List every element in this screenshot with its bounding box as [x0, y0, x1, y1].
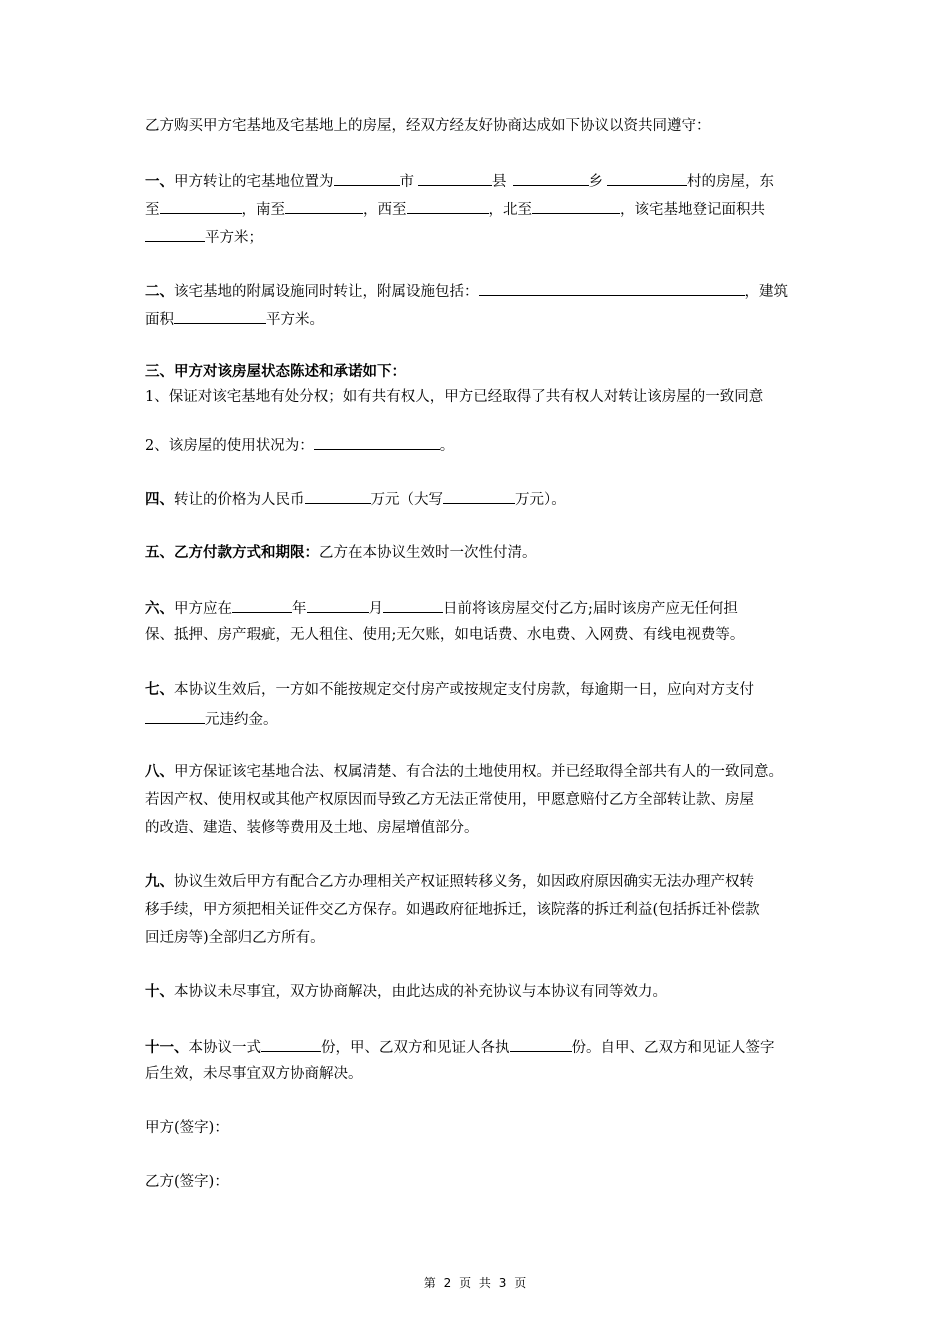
- month-blank[interactable]: [307, 597, 369, 613]
- section-9-line-3: [145, 928, 325, 948]
- usage-end: 。: [439, 438, 455, 454]
- party-b-signature: [145, 1172, 229, 1192]
- footer-page-prefix: 第: [423, 1276, 436, 1290]
- section-6-line-1: [145, 597, 738, 619]
- page-footer: [0, 1274, 950, 1291]
- penalty-blank[interactable]: [145, 708, 205, 724]
- intro-paragraph: [145, 116, 711, 136]
- section-10: [145, 982, 667, 1002]
- section-9-text-1: 协议生效后甲方有配合乙方办理相关产权证照转移义务，如因政府原因确实无法办理产权转: [174, 874, 754, 890]
- north-blank[interactable]: [532, 198, 620, 214]
- section-2-heading: 二、: [145, 283, 174, 300]
- year-blank[interactable]: [232, 597, 292, 613]
- section-7-line-1: [145, 680, 754, 700]
- deliver-label: 甲方应在: [174, 601, 232, 617]
- section-6-line-2: [145, 625, 744, 645]
- price-capital-blank[interactable]: [443, 488, 515, 504]
- section-7-line-2: [145, 708, 278, 730]
- section-7-text: 本协议生效后，一方如不能按规定交付房产或按规定支付房款，每逾期一日，应向对方支付: [174, 682, 754, 698]
- section-1-line-1: [145, 170, 774, 192]
- county-blank[interactable]: [418, 170, 492, 186]
- section-5-text: 乙方在本协议生效时一次性付清。: [319, 545, 537, 561]
- building-area-unit: 平方米。: [266, 312, 324, 328]
- copies-blank[interactable]: [261, 1036, 321, 1052]
- section-11-text: 份。自甲、乙双方和见证人签字: [571, 1040, 775, 1056]
- east-blank[interactable]: [160, 198, 242, 214]
- party-a-signature: [145, 1118, 229, 1138]
- section-10-text: 本协议未尽事宜，双方协商解决，由此达成的补充协议与本协议有同等效力。: [174, 984, 667, 1000]
- section-10-heading: 十、: [145, 983, 174, 1000]
- south-label: ，南至: [241, 202, 285, 218]
- intro-text: 乙方购买甲方宅基地及宅基地上的房屋，经双方经友好协商达成如下协议以资共同遵守：: [145, 118, 711, 134]
- section-8-line-2: [145, 790, 754, 810]
- price-capital-label: 万元（大写: [370, 492, 443, 508]
- south-blank[interactable]: [285, 198, 363, 214]
- each-holds-blank[interactable]: [510, 1036, 572, 1052]
- price-label: 转让的价格为人民币: [174, 492, 305, 508]
- section-8-text-1: 甲方保证该宅基地合法、权属清楚、有合法的土地使用权。并已经取得全部共有人的一致同意。: [174, 764, 783, 780]
- section-8-line-1: [145, 762, 783, 782]
- section-9-text-2: 移手续，甲方须把相关证件交乙方保存。如遇政府征地拆迁，该院落的拆迁利益(包括拆迁补偿款: [145, 902, 760, 918]
- building-area-label: 面积: [145, 312, 174, 328]
- section-1-text: 甲方转让的宅基地位置为: [174, 174, 334, 190]
- township-label: 乡: [588, 174, 603, 190]
- deliver-text: 日前将该房屋交付乙方;届时该房产应无任何担: [443, 601, 738, 617]
- section-3-item-1: [145, 387, 763, 407]
- section-11-line-1: [145, 1036, 775, 1058]
- footer-page-number: 2: [443, 1276, 452, 1290]
- city-label: 市: [399, 174, 414, 190]
- section-11-line-2: [145, 1064, 363, 1084]
- year-label: 年: [292, 601, 307, 617]
- township-blank[interactable]: [513, 170, 589, 186]
- month-label: 月: [368, 601, 383, 617]
- usage-label: 2、该房屋的使用状况为：: [145, 438, 314, 454]
- section-5: [145, 543, 537, 563]
- section-5-heading: 五、乙方付款方式和期限：: [145, 544, 319, 561]
- footer-total-prefix: 共: [478, 1276, 491, 1290]
- section-3-item-1-text: 1、保证对该宅基地有处分权；如有共有权人，甲方已经取得了共有权人对转让该房屋的一致同意: [145, 389, 764, 405]
- section-1-line-2: [145, 198, 765, 220]
- footer-total-pages: 3: [498, 1276, 507, 1290]
- section-6-text-2: 保、抵押、房产瑕疵，无人租住、使用;无欠账，如电话费、水电费、入网费、有线电视费等。: [145, 627, 745, 643]
- day-blank[interactable]: [383, 597, 443, 613]
- village-blank[interactable]: [607, 170, 687, 186]
- north-label: ，北至: [488, 202, 532, 218]
- section-9-line-2: [145, 900, 760, 920]
- usage-blank[interactable]: [314, 434, 440, 450]
- price-end: 万元）。: [515, 492, 566, 508]
- section-4: [145, 488, 566, 510]
- west-label: ，西至: [363, 202, 407, 218]
- county-label: 县: [492, 174, 507, 190]
- east-label: 至: [145, 202, 160, 218]
- section-1-line-3: [145, 226, 263, 248]
- each-holds-label: 份，甲、乙双方和见证人各执: [321, 1040, 510, 1056]
- city-blank[interactable]: [334, 170, 400, 186]
- copies-label: 本协议一式: [188, 1040, 261, 1056]
- section-3-heading-text: 三、甲方对该房屋状态陈述和承诺如下：: [145, 363, 406, 380]
- west-blank[interactable]: [407, 198, 489, 214]
- section-11-text-2: 后生效，未尽事宜双方协商解决。: [145, 1066, 363, 1082]
- section-3-heading: [145, 362, 406, 382]
- party-a-signature-label: 甲方(签字)：: [145, 1120, 229, 1136]
- village-label: 村的房屋，东: [687, 174, 774, 190]
- section-8-text-3: 的改造、建造、装修等费用及土地、房屋增值部分。: [145, 820, 479, 836]
- section-8-heading: 八、: [145, 763, 174, 780]
- section-2-line-1: [145, 280, 788, 302]
- section-9-line-1: [145, 872, 754, 892]
- footer-total-suffix: 页: [514, 1276, 527, 1290]
- price-blank[interactable]: [305, 488, 371, 504]
- section-8-line-3: [145, 818, 479, 838]
- section-2-line-2: [145, 308, 324, 330]
- section-1-heading: 一、: [145, 173, 174, 190]
- penalty-label: 元违约金。: [205, 712, 278, 728]
- area-label: ，该宅基地登记面积共: [620, 202, 765, 218]
- building-area-blank[interactable]: [174, 308, 266, 324]
- section-6-heading: 六、: [145, 600, 174, 617]
- section-11-heading: 十一、: [145, 1039, 189, 1056]
- area-blank[interactable]: [145, 226, 205, 242]
- section-7-heading: 七、: [145, 681, 174, 698]
- facilities-blank[interactable]: [479, 280, 745, 296]
- section-2-text: 该宅基地的附属设施同时转让，附属设施包括：: [174, 284, 479, 300]
- section-9-text-3: 回迁房等)全部归乙方所有。: [145, 930, 325, 946]
- section-9-heading: 九、: [145, 873, 174, 890]
- footer-page-suffix: 页: [459, 1276, 472, 1290]
- section-3-item-2: [145, 434, 454, 456]
- building-label: ，建筑: [744, 284, 788, 300]
- section-4-heading: 四、: [145, 491, 174, 508]
- party-b-signature-label: 乙方(签字)：: [145, 1174, 229, 1190]
- area-unit: 平方米；: [205, 230, 263, 246]
- section-8-text-2: 若因产权、使用权或其他产权原因而导致乙方无法正常使用，甲愿意赔付乙方全部转让款、房屋: [145, 792, 754, 808]
